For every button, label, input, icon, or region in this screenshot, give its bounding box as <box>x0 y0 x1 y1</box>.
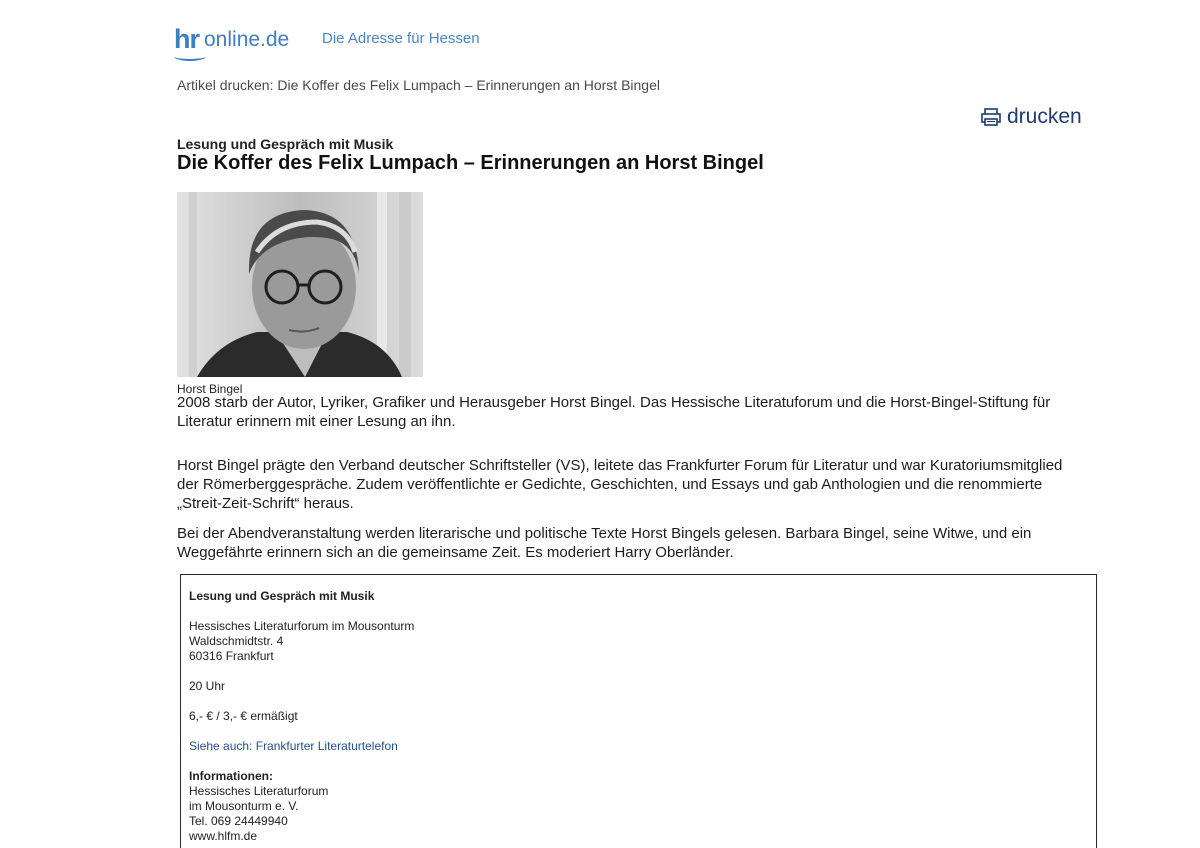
info-line: Hessisches Literaturforum <box>189 784 329 798</box>
logo-swoosh-icon <box>174 52 206 61</box>
info-box-heading: Lesung und Gespräch mit Musik <box>189 589 375 603</box>
article-paragraph: 2008 starb der Autor, Lyriker, Grafiker und Herausgeber Horst Bingel. Das Hessische Literatuforum und die Horst-Bingel-Stiftung für Literatur erinnern mit einer Lesung an ihn. <box>177 394 1051 430</box>
event-time: 20 Uhr <box>189 679 226 693</box>
venue-city: 60316 Frankfurt <box>189 649 274 663</box>
info-line: im Mousonturm e. V. <box>189 799 299 813</box>
site-tagline: Die Adresse für Hessen <box>322 30 480 47</box>
print-button[interactable] <box>981 105 1082 129</box>
info-website[interactable]: www.hlfm.de <box>189 829 258 843</box>
see-also-label: Siehe auch: <box>189 739 253 753</box>
venue-street: Waldschmidtstr. 4 <box>189 634 284 648</box>
print-label: drucken <box>1007 105 1082 128</box>
photo-caption: Horst Bingel <box>177 382 243 396</box>
breadcrumb: Artikel drucken: Die Koffer des Felix Lumpach – Erinnerungen an Horst Bingel <box>177 77 660 93</box>
author-photo <box>177 192 423 377</box>
logo-hr-text: hr <box>174 24 199 54</box>
info-heading: Informationen: <box>189 769 273 783</box>
info-phone: Tel. 069 24449940 <box>189 814 288 828</box>
see-also-link[interactable]: Frankfurter Literaturtelefon <box>255 739 398 753</box>
article-paragraph: Horst Bingel prägte den Verband deutscher Schriftsteller (VS), leitete das Frankfurter Forum für Literatur und war Kuratoriumsmitglied der Römerberggespräche. Zudem veröffentlichte er Gedichte, Geschichten, und Essays und gab Anthologien und die renommierte „Streit-Zeit-Schrift“ heraus. <box>177 457 1063 512</box>
see-also <box>189 739 1096 754</box>
article-kicker: Lesung und Gespräch mit Musik <box>177 136 394 152</box>
event-price: 6,- € / 3,- € ermäßigt <box>189 709 298 723</box>
event-info-box <box>180 574 1097 848</box>
logo-online-text: online.de <box>204 28 290 51</box>
article-title: Die Koffer des Felix Lumpach – Erinnerungen an Horst Bingel <box>177 152 764 174</box>
article-paragraph: Bei der Abendveranstaltung werden literarische und politische Texte Horst Bingels gelesen. Barbara Bingel, seine Witwe, und ein Weggefährte erinnern sich an die gemeinsame Zeit. Es moderiert Harry Oberländer. <box>177 525 1032 561</box>
printer-icon <box>981 108 1001 126</box>
venue-name: Hessisches Literaturforum im Mousonturm <box>189 619 415 633</box>
